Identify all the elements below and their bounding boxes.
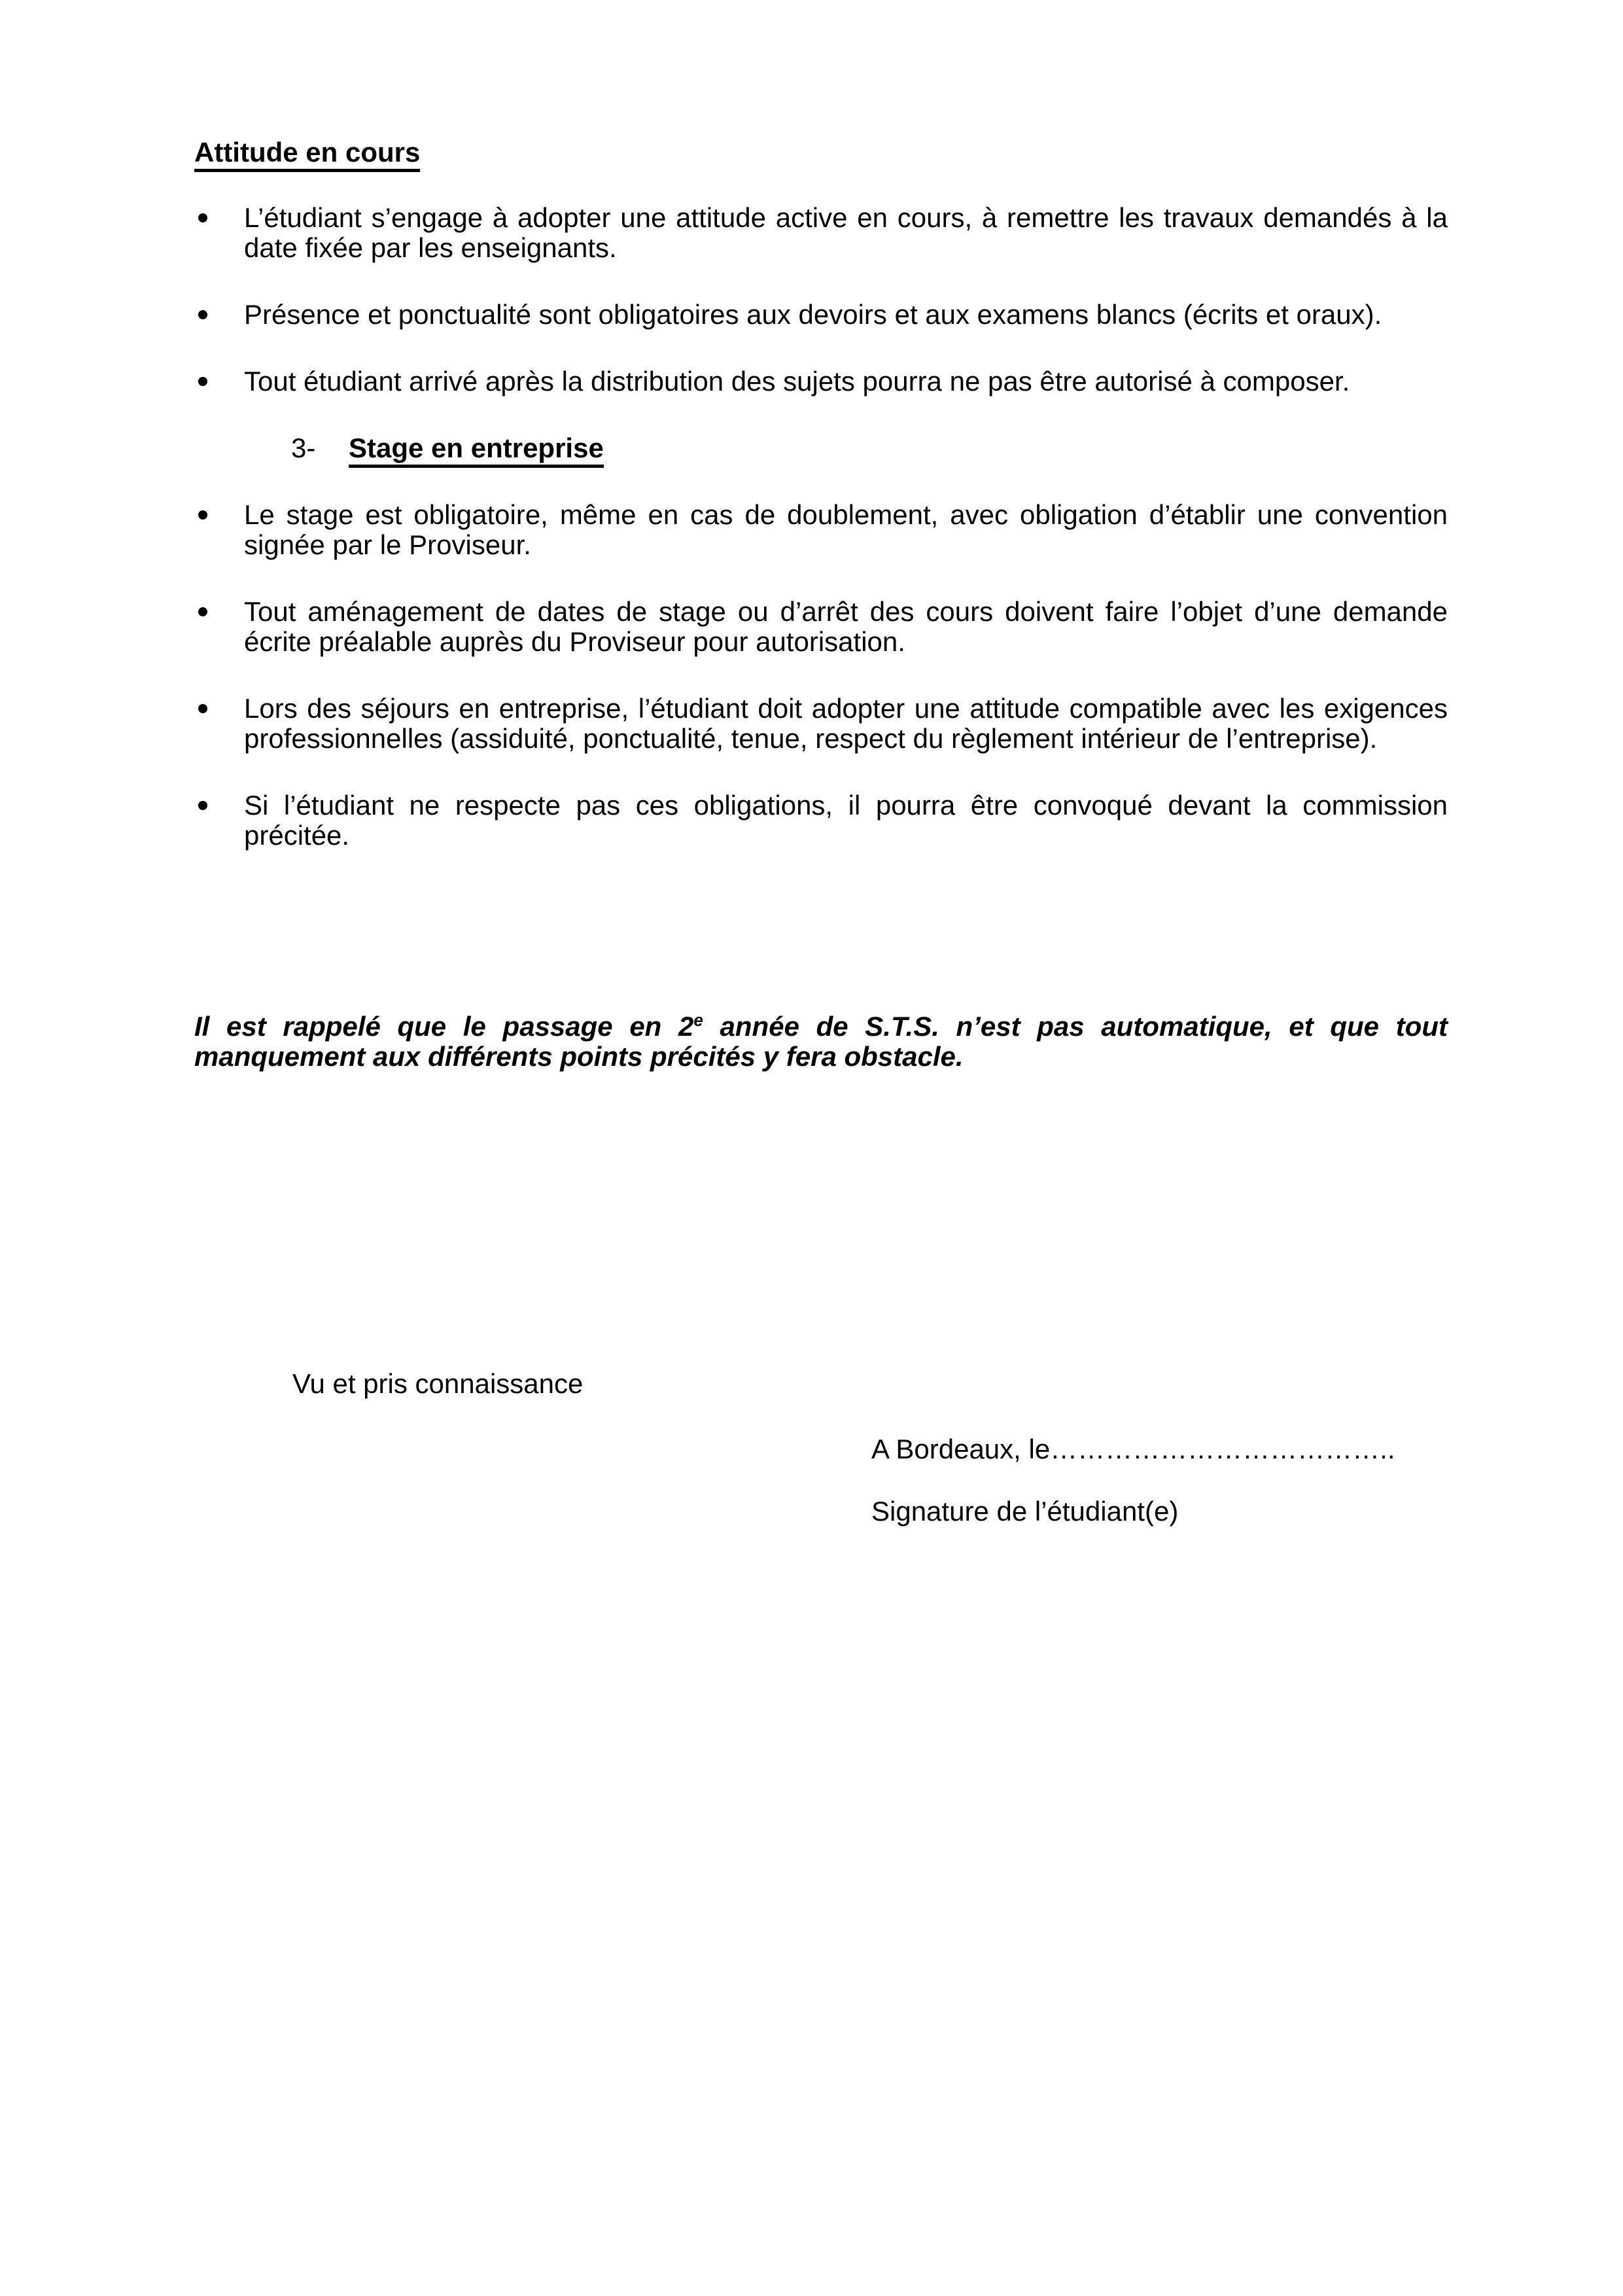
- bullet-text: Lors des séjours en entreprise, l’étudiant doit adopter une attitude compatible avec les exigences professionnelles (assiduité, ponctualité, tenue, respect du règlement intérieur de l’entreprise).: [244, 693, 1448, 754]
- bullet-item-stage-2: [194, 597, 1448, 657]
- bullet-icon: [198, 310, 207, 319]
- bullet-item-stage-1: [194, 500, 1448, 560]
- bullet-item-attitude-2: [194, 300, 1448, 330]
- bullet-icon: [198, 704, 207, 713]
- notice-paragraph: [194, 1012, 1448, 1072]
- bullet-text: Tout étudiant arrivé après la distribution des sujets pourra ne pas être autorisé à composer.: [244, 366, 1350, 397]
- bullet-item-attitude-1: [194, 203, 1448, 263]
- subsection-number: 3-: [291, 433, 316, 463]
- bullet-text: Tout aménagement de dates de stage ou d’arrêt des cours doivent faire l’objet d’une demande écrite préalable auprès du Proviseur pour autorisation.: [244, 596, 1448, 657]
- notice-superscript: e: [693, 1010, 703, 1030]
- bullet-item-attitude-3: [194, 366, 1448, 397]
- acknowledgement-line: Vu et pris connaissance: [292, 1368, 584, 1399]
- bullet-text: Si l’étudiant ne respecte pas ces obligations, il pourra être convoqué devant la commission précitée.: [244, 790, 1448, 851]
- notice-text-after: année de S.T.S. n’est pas automatique, et que tout manquement aux différents points précités y fera obstacle.: [194, 1011, 1448, 1072]
- bullet-item-stage-3: [194, 694, 1448, 754]
- subsection-heading-stage: [291, 433, 1448, 463]
- section-heading-attitude: [194, 137, 1448, 168]
- bullet-text: Le stage est obligatoire, même en cas de doublement, avec obligation d’établir une convention signée par le Proviseur.: [244, 499, 1448, 560]
- signature-line: Signature de l’étudiant(e): [871, 1496, 1179, 1527]
- bullet-icon: [198, 377, 207, 386]
- bullet-icon: [198, 510, 207, 520]
- signature-block: [194, 1434, 1448, 1527]
- bullet-text: L’étudiant s’engage à adopter une attitude active en cours, à remettre les travaux demandés à la date fixée par les enseignants.: [244, 202, 1448, 263]
- bullet-icon: [198, 801, 207, 810]
- subsection-title: Stage en entreprise: [349, 433, 604, 468]
- bullet-icon: [198, 607, 207, 616]
- bullet-icon: [198, 213, 207, 222]
- place-date-line: A Bordeaux, le………………………………..: [871, 1434, 1395, 1464]
- notice-text-before: Il est rappelé que le passage en 2: [194, 1011, 694, 1042]
- section-heading-text: Attitude en cours: [194, 137, 420, 172]
- bullet-text: Présence et ponctualité sont obligatoires aux devoirs et aux examens blancs (écrits et oraux).: [244, 299, 1382, 330]
- bullet-item-stage-4: [194, 790, 1448, 851]
